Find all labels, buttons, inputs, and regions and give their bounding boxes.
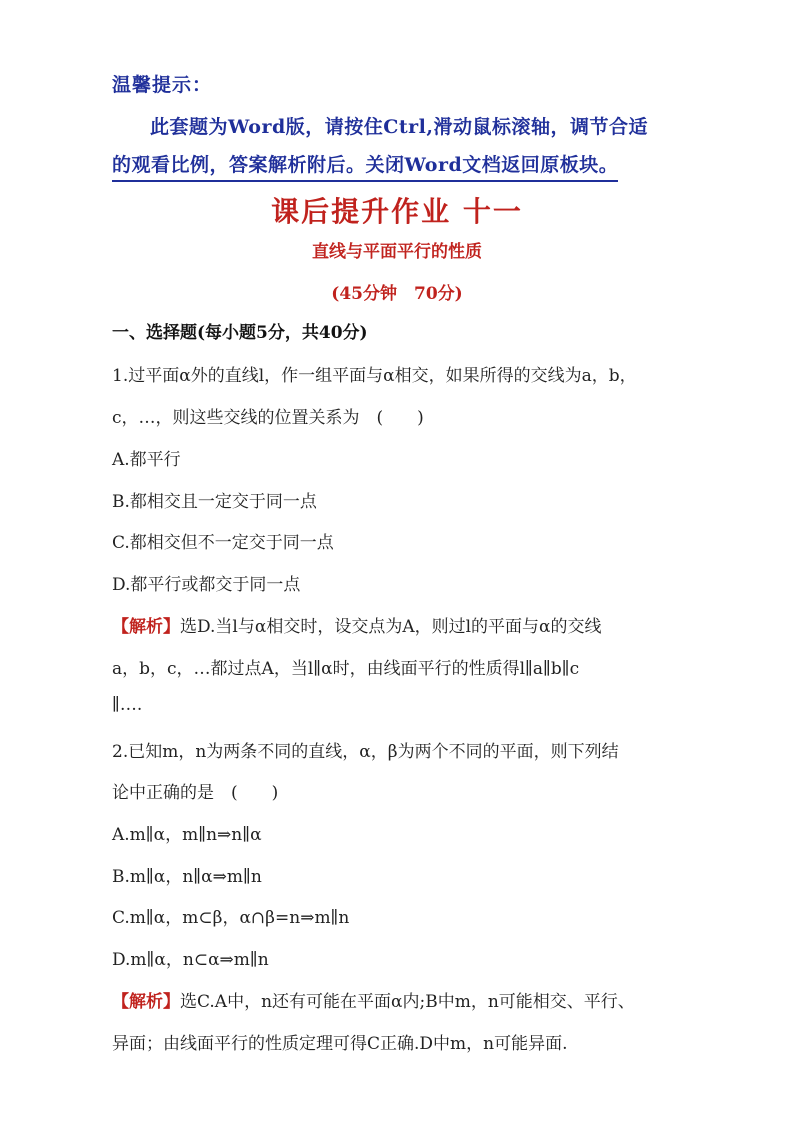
q2-stem-line-1: 2.已知m，n为两条不同的直线，α，β为两个不同的平面，则下列结 <box>112 742 619 762</box>
q2-analysis-line-2: 异面；由线面平行的性质定理可得C正确.D中m，n可能异面. <box>112 1034 568 1054</box>
tip-body <box>112 108 684 184</box>
page-title: 课后提升作业 十一 <box>271 195 523 228</box>
q1-analysis-line-3: ∥…. <box>112 695 143 715</box>
tip-line-1: 此套题为Word版，请按住Ctrl,滑动鼠标滚轴，调节合适 <box>150 116 648 138</box>
q1-analysis-line-1 <box>112 612 602 637</box>
tip-line-2: 的观看比例，答案解析附后。关闭Word文档返回原板块。 <box>112 150 618 182</box>
q2-option-a: A.m∥α，m∥n⇒n∥α <box>112 825 262 845</box>
time-score: (45分钟 70分) <box>331 284 463 304</box>
q2-stem-line-2: 论中正确的是 ( ) <box>112 783 279 803</box>
analysis-label: 【解析】 <box>112 992 180 1012</box>
q1-stem-line-1: 1.过平面α外的直线l，作一组平面与α相交，如果所得的交线为a，b， <box>112 366 637 386</box>
q2-option-c: C.m∥α，m⊂β，α∩β=n⇒m∥n <box>112 908 350 928</box>
q2-analysis-text: 选C.A中，n还有可能在平面α内;B中m，n可能相交、平行、 <box>180 992 635 1012</box>
q1-analysis-text: 选D.当l与α相交时，设交点为A，则过l的平面与α的交线 <box>180 617 602 637</box>
analysis-label: 【解析】 <box>112 617 180 637</box>
q1-analysis-line-2: a，b，c，…都过点A，当l∥α时，由线面平行的性质得l∥a∥b∥c <box>112 659 580 679</box>
q1-option-b: B.都相交且一定交于同一点 <box>112 492 317 512</box>
q1-option-d: D.都平行或都交于同一点 <box>112 575 301 595</box>
q1-stem-line-2: c，…，则这些交线的位置关系为 ( ) <box>112 408 424 428</box>
page-subtitle: 直线与平面平行的性质 <box>312 242 482 262</box>
q1-option-c: C.都相交但不一定交于同一点 <box>112 533 334 553</box>
q2-analysis-line-1 <box>112 987 635 1012</box>
tip-title: 温馨提示： <box>112 74 213 96</box>
section-heading: 一、选择题(每小题5分，共40分) <box>112 323 368 343</box>
q2-option-b: B.m∥α，n∥α⇒m∥n <box>112 867 262 887</box>
q1-option-a: A.都平行 <box>112 450 181 470</box>
q2-option-d: D.m∥α，n⊂α⇒m∥n <box>112 950 269 970</box>
